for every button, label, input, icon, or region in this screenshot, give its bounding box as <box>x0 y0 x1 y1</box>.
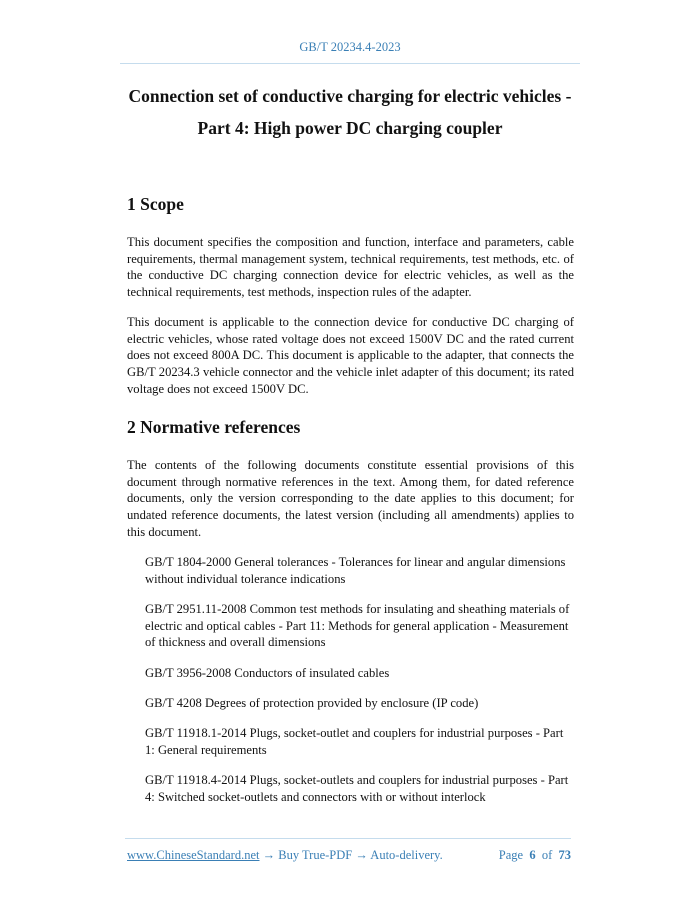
page-indicator: Page 6 of 73 <box>498 848 571 862</box>
footer-promo-text: → Buy True-PDF → Auto-delivery. <box>259 848 443 862</box>
paragraph: This document specifies the composition and function, interface and parameters, cable requirements, thermal management system, technical requirements, test methods, etc. of the conductive DC charging connection device for electric vehicles, as well as the technical requirements, test methods, inspection rules of the adapter. <box>127 235 574 300</box>
reference-item: GB/T 4208 Degrees of protection provided by enclosure (IP code) <box>145 696 479 710</box>
document-title-line2: Part 4: High power DC charging coupler <box>197 118 503 138</box>
section-heading-scope: 1 Scope <box>127 194 184 214</box>
page-total: 73 <box>558 848 571 862</box>
footer-promo <box>127 848 443 863</box>
header-divider <box>120 63 580 64</box>
reference-item: GB/T 1804-2000 General tolerances - Tolerances for linear and angular dimensions without individual tolerance indications <box>145 555 566 586</box>
reference-item: GB/T 11918.1-2014 Plugs, socket-outlet and couplers for industrial purposes - Part 1: General requirements <box>145 726 564 757</box>
document-title-line1: Connection set of conductive charging for electric vehicles - <box>128 86 572 106</box>
footer <box>127 848 571 863</box>
reference-item: GB/T 3956-2008 Conductors of insulated cables <box>145 666 390 680</box>
running-header: GB/T 20234.4-2023 <box>299 40 401 54</box>
paragraph: The contents of the following documents constitute essential provisions of this document through normative references in the text. Among them, for dated reference documents, only the version corresponding to the date applies to this document; for undated reference documents, the latest version (including all amendments) applies to this document. <box>127 458 574 539</box>
paragraph: This document is applicable to the connection device for conductive DC charging of electric vehicles, whose rated voltage does not exceed 1500V DC and the rated current does not exceed 800A DC. This document is applicable to the adapter, that connects the GB/T 20234.3 vehicle connector and the vehicle inlet adapter of this document; its rated voltage does not exceed 1500V DC. <box>127 315 574 396</box>
footer-divider <box>125 838 571 839</box>
reference-item: GB/T 11918.4-2014 Plugs, socket-outlets and couplers for industrial purposes - Part 4: Switched socket-outlets and connectors with or without interlock <box>145 773 569 804</box>
website-link[interactable]: www.ChineseStandard.net <box>127 848 260 862</box>
section-heading-normative-references: 2 Normative references <box>127 417 301 437</box>
reference-item: GB/T 2951.11-2008 Common test methods for insulating and sheathing materials of electric and optical cables - Part 11: Methods for general application - Measurement of thickness and overall dimensions <box>145 602 570 650</box>
page-number: 6 <box>529 848 536 862</box>
